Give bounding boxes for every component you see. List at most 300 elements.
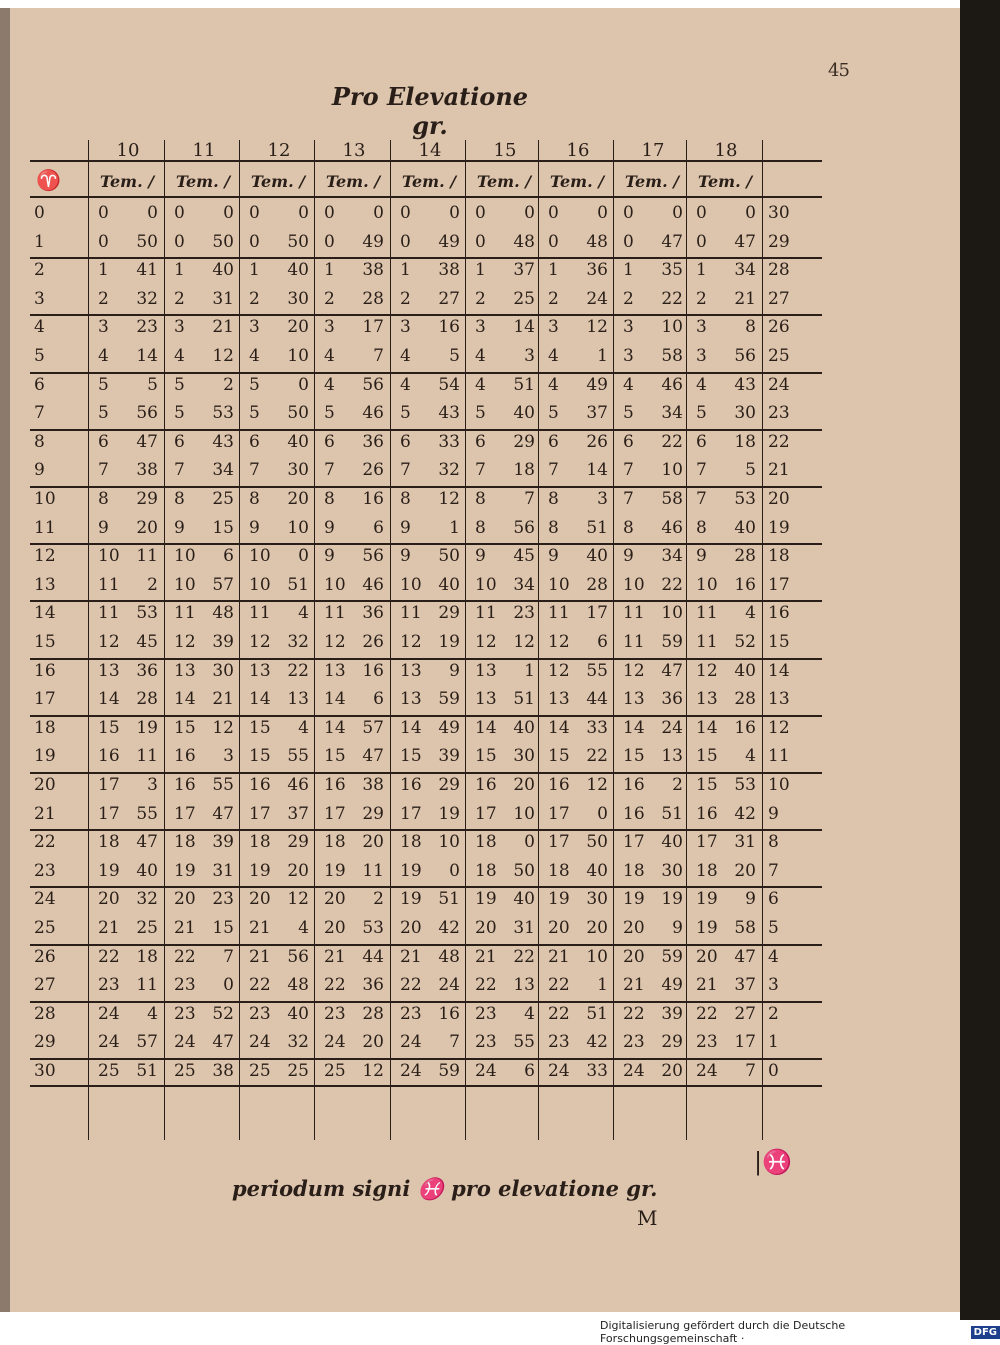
table-cell bbox=[544, 346, 608, 366]
row-label-complement: 18 bbox=[768, 546, 790, 567]
row-label-complement: 24 bbox=[768, 374, 790, 395]
table-cell bbox=[544, 403, 608, 423]
cell-degrees: 3 bbox=[548, 317, 559, 338]
table-cell bbox=[692, 375, 756, 395]
cell-minutes: 9 bbox=[745, 889, 756, 910]
table-cell bbox=[396, 432, 460, 452]
cell-minutes: 58 bbox=[734, 918, 756, 938]
column-rule bbox=[465, 140, 466, 1140]
cell-minutes: 18 bbox=[734, 431, 756, 452]
table-cell bbox=[396, 661, 460, 681]
cell-minutes: 40 bbox=[513, 403, 535, 424]
cell-minutes: 0 bbox=[147, 203, 158, 223]
cell-minutes: 40 bbox=[513, 889, 535, 910]
cell-minutes: 12 bbox=[362, 1061, 384, 1081]
folio-number: 45 bbox=[828, 60, 849, 81]
cell-minutes: 25 bbox=[513, 288, 535, 309]
cell-degrees: 21 bbox=[98, 918, 120, 938]
cell-degrees: 0 bbox=[475, 203, 486, 223]
cell-degrees: 18 bbox=[696, 860, 718, 881]
cell-minutes: 0 bbox=[597, 203, 608, 223]
cell-minutes: 10 bbox=[661, 317, 683, 338]
table-cell bbox=[692, 975, 756, 995]
row-label-complement: 22 bbox=[768, 431, 790, 452]
cell-degrees: 7 bbox=[475, 460, 486, 481]
table-cell bbox=[471, 603, 535, 623]
cell-minutes: 19 bbox=[136, 717, 158, 738]
cell-degrees: 16 bbox=[696, 803, 718, 824]
cell-degrees: 0 bbox=[249, 203, 260, 223]
table-cell bbox=[320, 746, 384, 766]
cell-degrees: 8 bbox=[174, 489, 185, 509]
table-cell bbox=[471, 918, 535, 938]
cell-degrees: 4 bbox=[475, 374, 486, 395]
cell-degrees: 12 bbox=[174, 632, 196, 652]
cell-degrees: 19 bbox=[548, 889, 570, 910]
cell-degrees: 0 bbox=[324, 231, 335, 252]
cell-minutes: 6 bbox=[524, 1061, 535, 1081]
table-cell bbox=[170, 918, 234, 938]
table-cell bbox=[245, 832, 309, 852]
cell-minutes: 10 bbox=[287, 517, 309, 538]
table-cell bbox=[471, 889, 535, 909]
subheader-tem: Tem. / bbox=[697, 172, 753, 191]
table-cell bbox=[320, 1032, 384, 1052]
cell-minutes: 0 bbox=[524, 203, 535, 223]
cell-degrees: 7 bbox=[623, 460, 634, 481]
table-cell bbox=[692, 804, 756, 824]
cell-minutes: 42 bbox=[586, 1032, 608, 1053]
table-cell bbox=[170, 489, 234, 509]
cell-degrees: 8 bbox=[548, 489, 559, 509]
cell-degrees: 5 bbox=[98, 403, 109, 424]
table-cell bbox=[619, 460, 683, 480]
table-cell bbox=[619, 947, 683, 967]
table-cell bbox=[170, 317, 234, 337]
table-cell bbox=[170, 975, 234, 995]
table-cell bbox=[320, 889, 384, 909]
cell-degrees: 20 bbox=[249, 889, 271, 910]
cell-degrees: 4 bbox=[400, 346, 411, 366]
cell-minutes: 52 bbox=[734, 632, 756, 652]
row-label-complement: 21 bbox=[768, 460, 790, 481]
table-cell bbox=[245, 632, 309, 652]
cell-minutes: 2 bbox=[672, 775, 683, 795]
cell-degrees: 13 bbox=[400, 689, 422, 710]
table-cell bbox=[544, 661, 608, 681]
cell-minutes: 19 bbox=[661, 889, 683, 910]
cell-minutes: 51 bbox=[586, 517, 608, 538]
cell-minutes: 29 bbox=[513, 431, 535, 452]
table-cell bbox=[619, 746, 683, 766]
cell-degrees: 22 bbox=[174, 946, 196, 967]
row-label-complement: 25 bbox=[768, 346, 790, 366]
cell-degrees: 24 bbox=[696, 1061, 718, 1081]
cell-minutes: 55 bbox=[586, 660, 608, 681]
row-label-degree: 3 bbox=[34, 288, 45, 309]
cell-degrees: 19 bbox=[174, 860, 196, 881]
column-rule bbox=[239, 140, 240, 1140]
table-cell bbox=[692, 460, 756, 480]
cell-degrees: 14 bbox=[98, 689, 120, 710]
cell-minutes: 29 bbox=[438, 603, 460, 624]
cell-degrees: 1 bbox=[475, 260, 486, 281]
table-cell bbox=[320, 718, 384, 738]
row-group-rule bbox=[30, 257, 822, 259]
cell-degrees: 4 bbox=[548, 346, 559, 366]
cell-degrees: 20 bbox=[696, 946, 718, 967]
cell-minutes: 11 bbox=[136, 546, 158, 567]
cell-minutes: 28 bbox=[362, 288, 384, 309]
cell-minutes: 50 bbox=[438, 546, 460, 567]
running-title: Pro Elevatione gr. bbox=[331, 82, 529, 140]
table-cell bbox=[692, 832, 756, 852]
table-cell bbox=[94, 1061, 158, 1081]
cell-degrees: 17 bbox=[548, 803, 570, 824]
table-cell bbox=[544, 432, 608, 452]
cell-degrees: 3 bbox=[324, 317, 335, 338]
cell-degrees: 5 bbox=[324, 403, 335, 424]
cell-degrees: 10 bbox=[98, 546, 120, 567]
subheader-tem: Tem. / bbox=[99, 172, 155, 191]
row-label-complement: 15 bbox=[768, 632, 790, 652]
table-cell bbox=[619, 375, 683, 395]
cell-minutes: 13 bbox=[287, 689, 309, 710]
cell-degrees: 8 bbox=[696, 517, 707, 538]
cell-degrees: 22 bbox=[548, 1003, 570, 1024]
row-group-rule bbox=[30, 600, 822, 602]
table-cell bbox=[471, 632, 535, 652]
cell-minutes: 49 bbox=[362, 231, 384, 252]
table-cell bbox=[692, 489, 756, 509]
row-label-degree: 2 bbox=[34, 260, 45, 281]
cell-degrees: 5 bbox=[696, 403, 707, 424]
table-cell bbox=[320, 232, 384, 252]
table-cell bbox=[170, 203, 234, 223]
cell-minutes: 3 bbox=[147, 775, 158, 795]
cell-minutes: 26 bbox=[586, 431, 608, 452]
cell-degrees: 10 bbox=[174, 546, 196, 567]
cell-degrees: 25 bbox=[174, 1061, 196, 1081]
cell-degrees: 19 bbox=[696, 889, 718, 910]
cell-minutes: 40 bbox=[586, 860, 608, 881]
table-cell bbox=[619, 403, 683, 423]
scan-margin bbox=[960, 0, 1000, 1320]
row-label-complement: 11 bbox=[768, 746, 790, 767]
table-cell bbox=[544, 575, 608, 595]
cell-degrees: 16 bbox=[174, 746, 196, 767]
table-cell bbox=[320, 403, 384, 423]
cell-degrees: 3 bbox=[475, 317, 486, 338]
cell-minutes: 52 bbox=[212, 1003, 234, 1024]
table-cell bbox=[245, 975, 309, 995]
table-cell bbox=[544, 289, 608, 309]
table-cell bbox=[471, 975, 535, 995]
digitization-stamp bbox=[600, 1319, 1000, 1345]
cell-minutes: 53 bbox=[734, 775, 756, 795]
cell-minutes: 0 bbox=[524, 832, 535, 853]
cell-minutes: 36 bbox=[362, 431, 384, 452]
cell-minutes: 50 bbox=[212, 231, 234, 252]
table-cell bbox=[320, 289, 384, 309]
cell-degrees: 0 bbox=[174, 231, 185, 252]
cell-minutes: 51 bbox=[513, 374, 535, 395]
row-label-degree: 8 bbox=[34, 431, 45, 452]
cell-degrees: 15 bbox=[400, 746, 422, 767]
cell-minutes: 18 bbox=[513, 460, 535, 481]
cell-minutes: 7 bbox=[524, 489, 535, 509]
cell-minutes: 59 bbox=[438, 1061, 460, 1081]
cell-minutes: 4 bbox=[745, 746, 756, 767]
table-cell bbox=[245, 661, 309, 681]
table-cell bbox=[320, 918, 384, 938]
cell-minutes: 5 bbox=[147, 374, 158, 395]
cell-degrees: 24 bbox=[548, 1061, 570, 1081]
cell-degrees: 15 bbox=[696, 746, 718, 767]
table-cell bbox=[245, 518, 309, 538]
cell-degrees: 18 bbox=[548, 860, 570, 881]
cell-degrees: 3 bbox=[400, 317, 411, 338]
cell-degrees: 11 bbox=[623, 603, 645, 624]
row-label-complement: 29 bbox=[768, 231, 790, 252]
cell-minutes: 40 bbox=[136, 860, 158, 881]
cell-minutes: 20 bbox=[362, 832, 384, 853]
cell-degrees: 16 bbox=[174, 775, 196, 795]
table-cell bbox=[471, 546, 535, 566]
cell-degrees: 20 bbox=[324, 889, 346, 910]
cell-minutes: 39 bbox=[661, 1003, 683, 1024]
cell-degrees: 21 bbox=[249, 946, 271, 967]
table-cell bbox=[619, 975, 683, 995]
cell-degrees: 11 bbox=[98, 603, 120, 624]
cell-minutes: 16 bbox=[734, 574, 756, 595]
cell-minutes: 40 bbox=[661, 832, 683, 853]
cell-degrees: 9 bbox=[475, 546, 486, 567]
cell-degrees: 20 bbox=[475, 918, 497, 938]
cell-degrees: 4 bbox=[400, 374, 411, 395]
table-cell bbox=[471, 317, 535, 337]
cell-minutes: 23 bbox=[513, 603, 535, 624]
table-cell bbox=[245, 861, 309, 881]
cell-degrees: 4 bbox=[324, 374, 335, 395]
row-label-degree: 23 bbox=[34, 860, 56, 881]
pisces-symbol: |♓ bbox=[754, 1148, 792, 1176]
table-cell bbox=[320, 375, 384, 395]
table-cell bbox=[619, 289, 683, 309]
cell-degrees: 15 bbox=[249, 746, 271, 767]
cell-minutes: 53 bbox=[212, 403, 234, 424]
cell-minutes: 7 bbox=[449, 1032, 460, 1053]
cell-minutes: 51 bbox=[661, 803, 683, 824]
cell-minutes: 47 bbox=[136, 832, 158, 853]
cell-minutes: 42 bbox=[734, 803, 756, 824]
cell-minutes: 38 bbox=[362, 775, 384, 795]
cell-degrees: 9 bbox=[696, 546, 707, 567]
cell-degrees: 0 bbox=[623, 231, 634, 252]
cell-minutes: 0 bbox=[223, 975, 234, 996]
table-cell bbox=[471, 861, 535, 881]
table-cell bbox=[170, 661, 234, 681]
cell-degrees: 18 bbox=[623, 860, 645, 881]
cell-minutes: 40 bbox=[212, 260, 234, 281]
row-label-complement: 27 bbox=[768, 288, 790, 309]
cell-degrees: 11 bbox=[400, 603, 422, 624]
cell-degrees: 9 bbox=[548, 546, 559, 567]
cell-minutes: 31 bbox=[212, 860, 234, 881]
table-cell bbox=[396, 947, 460, 967]
cell-minutes: 33 bbox=[438, 431, 460, 452]
table-cell bbox=[245, 375, 309, 395]
cell-degrees: 0 bbox=[249, 231, 260, 252]
table-cell bbox=[471, 947, 535, 967]
cell-minutes: 32 bbox=[136, 889, 158, 910]
table-cell bbox=[619, 832, 683, 852]
row-group-rule bbox=[30, 886, 822, 888]
table-cell bbox=[170, 632, 234, 652]
cell-degrees: 7 bbox=[324, 460, 335, 481]
row-group-rule bbox=[30, 944, 822, 946]
cell-degrees: 4 bbox=[548, 374, 559, 395]
cell-minutes: 55 bbox=[287, 746, 309, 767]
cell-degrees: 11 bbox=[475, 603, 497, 624]
row-label-complement: 5 bbox=[768, 918, 779, 938]
table-cell bbox=[396, 1004, 460, 1024]
cell-minutes: 0 bbox=[223, 203, 234, 223]
cell-minutes: 56 bbox=[136, 403, 158, 424]
table-cell bbox=[94, 718, 158, 738]
cell-minutes: 40 bbox=[734, 660, 756, 681]
cell-degrees: 1 bbox=[249, 260, 260, 281]
table-cell bbox=[396, 260, 460, 280]
cell-degrees: 4 bbox=[696, 374, 707, 395]
table-cell bbox=[245, 775, 309, 795]
table-cell bbox=[320, 203, 384, 223]
table-cell bbox=[396, 1061, 460, 1081]
cell-degrees: 7 bbox=[696, 460, 707, 481]
table-cell bbox=[692, 889, 756, 909]
cell-minutes: 40 bbox=[513, 717, 535, 738]
table-cell bbox=[471, 232, 535, 252]
table-cell bbox=[471, 403, 535, 423]
table-cell bbox=[544, 975, 608, 995]
row-label-complement: 26 bbox=[768, 317, 790, 338]
cell-degrees: 22 bbox=[548, 975, 570, 996]
cell-degrees: 24 bbox=[475, 1061, 497, 1081]
table-cell bbox=[471, 575, 535, 595]
table-cell bbox=[471, 518, 535, 538]
cell-degrees: 3 bbox=[696, 317, 707, 338]
cell-minutes: 31 bbox=[734, 832, 756, 853]
row-label-degree: 16 bbox=[34, 660, 56, 681]
cell-degrees: 8 bbox=[324, 489, 335, 509]
cell-degrees: 14 bbox=[696, 717, 718, 738]
row-label-degree: 21 bbox=[34, 803, 56, 824]
cell-minutes: 10 bbox=[438, 832, 460, 853]
cell-degrees: 23 bbox=[400, 1003, 422, 1024]
table-cell bbox=[544, 1004, 608, 1024]
cell-minutes: 0 bbox=[298, 203, 309, 223]
row-group-rule bbox=[30, 543, 822, 545]
cell-minutes: 37 bbox=[513, 260, 535, 281]
cell-degrees: 10 bbox=[400, 574, 422, 595]
cell-minutes: 47 bbox=[212, 803, 234, 824]
table-cell bbox=[692, 718, 756, 738]
cell-minutes: 51 bbox=[287, 574, 309, 595]
cell-degrees: 23 bbox=[623, 1032, 645, 1053]
rule-subhdr bbox=[30, 196, 822, 198]
cell-degrees: 5 bbox=[475, 403, 486, 424]
cell-degrees: 5 bbox=[623, 403, 634, 424]
cell-minutes: 27 bbox=[438, 288, 460, 309]
table-cell bbox=[619, 775, 683, 795]
cell-degrees: 9 bbox=[324, 546, 335, 567]
cell-minutes: 56 bbox=[734, 346, 756, 366]
cell-minutes: 28 bbox=[734, 546, 756, 567]
aries-symbol: ♈ bbox=[36, 168, 61, 192]
table-cell bbox=[94, 232, 158, 252]
cell-degrees: 17 bbox=[696, 832, 718, 853]
cell-minutes: 26 bbox=[362, 632, 384, 652]
table-cell bbox=[692, 432, 756, 452]
cell-minutes: 4 bbox=[524, 1003, 535, 1024]
cell-degrees: 6 bbox=[548, 431, 559, 452]
cell-degrees: 15 bbox=[548, 746, 570, 767]
cell-degrees: 1 bbox=[696, 260, 707, 281]
cell-minutes: 39 bbox=[438, 746, 460, 767]
table-cell bbox=[544, 1032, 608, 1052]
cell-minutes: 14 bbox=[136, 346, 158, 366]
cell-degrees: 4 bbox=[324, 346, 335, 366]
cell-minutes: 25 bbox=[136, 918, 158, 938]
cell-minutes: 16 bbox=[734, 717, 756, 738]
table-cell bbox=[544, 460, 608, 480]
table-cell bbox=[170, 432, 234, 452]
table-cell bbox=[320, 661, 384, 681]
table-cell bbox=[619, 804, 683, 824]
cell-minutes: 38 bbox=[136, 460, 158, 481]
cell-minutes: 29 bbox=[287, 832, 309, 853]
table-cell bbox=[619, 861, 683, 881]
cell-minutes: 12 bbox=[513, 632, 535, 652]
table-cell bbox=[320, 260, 384, 280]
table-cell bbox=[170, 1061, 234, 1081]
table-cell bbox=[245, 403, 309, 423]
cell-minutes: 4 bbox=[745, 603, 756, 624]
cell-degrees: 16 bbox=[98, 746, 120, 767]
cell-degrees: 0 bbox=[98, 203, 109, 223]
row-label-degree: 10 bbox=[34, 489, 56, 509]
table-cell bbox=[692, 346, 756, 366]
table-cell bbox=[170, 889, 234, 909]
cell-minutes: 46 bbox=[362, 403, 384, 424]
table-cell bbox=[94, 603, 158, 623]
row-label-complement: 0 bbox=[768, 1061, 779, 1081]
cell-degrees: 4 bbox=[623, 374, 634, 395]
table-cell bbox=[170, 775, 234, 795]
cell-degrees: 22 bbox=[98, 946, 120, 967]
table-cell bbox=[619, 546, 683, 566]
table-cell bbox=[170, 1032, 234, 1052]
row-label-complement: 14 bbox=[768, 660, 790, 681]
cell-minutes: 36 bbox=[362, 603, 384, 624]
cell-minutes: 4 bbox=[298, 918, 309, 938]
table-cell bbox=[692, 775, 756, 795]
cell-degrees: 8 bbox=[475, 517, 486, 538]
cell-degrees: 24 bbox=[249, 1032, 271, 1053]
cell-degrees: 17 bbox=[324, 803, 346, 824]
cell-degrees: 2 bbox=[548, 288, 559, 309]
table-cell bbox=[245, 718, 309, 738]
